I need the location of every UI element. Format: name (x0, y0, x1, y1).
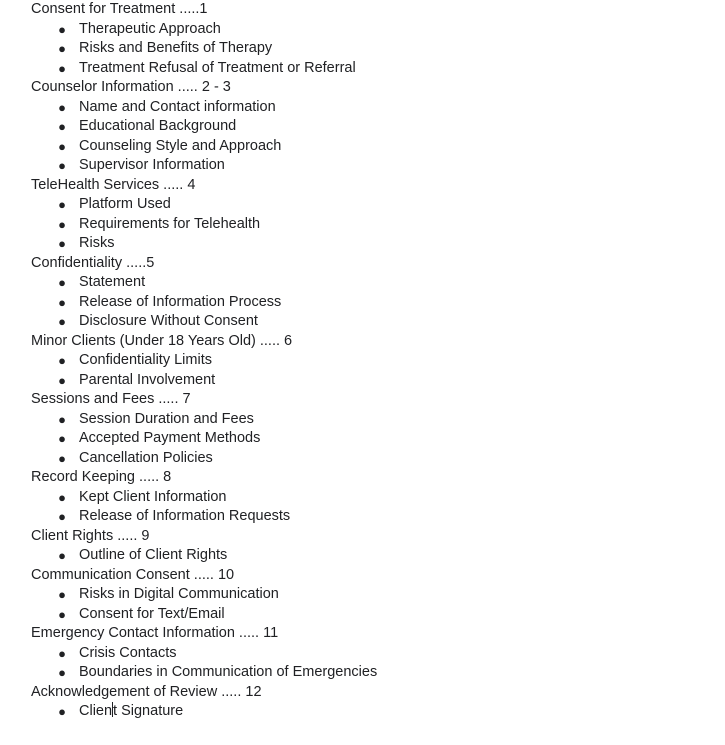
toc-subitem (31, 137, 711, 157)
toc-heading: Sessions and Fees ..... 7 (31, 391, 191, 407)
toc-subitem (31, 585, 711, 605)
bullet-icon: ● (58, 665, 66, 680)
toc-subitem (31, 507, 711, 527)
bullet-icon: ● (58, 645, 66, 661)
bullet-icon: ● (58, 60, 66, 76)
toc-subitem (31, 312, 711, 332)
bullet-icon: ● (58, 197, 66, 212)
document-body[interactable] (31, 0, 711, 722)
toc-subitem (31, 156, 711, 176)
toc-subitem (31, 663, 711, 683)
bullet-icon: ● (58, 294, 66, 310)
toc-subitem-label: Name and Contact information (79, 98, 276, 115)
toc-subitem (31, 351, 711, 371)
toc-subitem-label: Risks and Benefits of Therapy (79, 40, 273, 56)
bullet-icon: ● (58, 606, 66, 622)
bullet-icon: ● (58, 431, 66, 446)
toc-subitem (31, 20, 711, 40)
toc-subitem-label: Release of Information Process (79, 293, 282, 310)
bullet-icon: ● (58, 411, 66, 427)
toc-subitem (31, 195, 711, 215)
bullet-icon: ● (58, 509, 66, 524)
toc-subitem (31, 429, 711, 449)
toc-subitem (31, 644, 711, 664)
toc-heading: Record Keeping ..... 8 (31, 469, 172, 485)
toc-subitem (31, 605, 711, 625)
toc-subitem-label: Statement (79, 274, 146, 290)
bullet-icon: ● (58, 353, 66, 368)
bullet-icon: ● (58, 216, 66, 232)
toc-subitem (31, 410, 711, 430)
toc-heading: Consent for Treatment .....1 (31, 1, 208, 17)
toc-subitem-label: Accepted Payment Methods (79, 430, 261, 446)
toc-heading: Emergency Contact Information ..... 11 (31, 625, 279, 641)
toc-heading: Acknowledgement of Review ..... 12 (31, 683, 262, 700)
bullet-icon: ● (58, 41, 66, 56)
bullet-icon: ● (58, 450, 66, 466)
bullet-icon: ● (58, 99, 66, 115)
toc-subitem (31, 215, 711, 235)
bullet-icon: ● (58, 275, 66, 290)
toc-heading: Confidentiality .....5 (31, 254, 155, 271)
bullet-icon: ● (58, 587, 66, 602)
toc-subitem-label: Therapeutic Approach (79, 20, 221, 37)
toc-heading: Client Rights ..... 9 (31, 527, 150, 544)
toc-subitem (31, 371, 711, 391)
toc-subitem-label: Consent for Text/Email (79, 605, 225, 622)
toc-subitem (31, 117, 711, 137)
toc-subitem (31, 98, 711, 118)
toc-subitem-label: Treatment Refusal of Treatment or Referral (79, 59, 356, 76)
bullet-icon: ● (58, 372, 66, 388)
toc-subitem (31, 293, 711, 313)
toc-subitem-label: Platform Used (79, 196, 171, 212)
toc-subitem (31, 546, 711, 566)
toc-heading: TeleHealth Services ..... 4 (31, 176, 196, 193)
toc-subitem-label: Boundaries in Communication of Emergencies (79, 664, 378, 680)
toc-subitem (31, 273, 711, 293)
toc-subitem-label: Client Signature (79, 703, 184, 719)
toc-subitem-label: Supervisor Information (79, 157, 225, 173)
toc-heading: Minor Clients (Under 18 Years Old) ..... 6 (31, 332, 293, 349)
toc-heading: Communication Consent ..... 10 (31, 566, 235, 583)
toc-subitem-label: Crisis Contacts (79, 644, 177, 661)
toc-subitem (31, 59, 711, 79)
toc-subitem-label: Educational Background (79, 118, 237, 134)
bullet-icon: ● (58, 21, 66, 37)
toc-subitem-label: Requirements for Telehealth (79, 215, 261, 232)
toc-subitem (31, 39, 711, 59)
toc-subitem-label: Counseling Style and Approach (79, 137, 282, 154)
toc-subitem (31, 488, 711, 508)
toc-subitem-label: Risks in Digital Communication (79, 586, 279, 602)
toc-subitem (31, 449, 711, 469)
toc-subitem-label: Parental Involvement (79, 371, 216, 388)
toc-subitem-label: Release of Information Requests (79, 508, 291, 524)
bullet-icon: ● (58, 119, 66, 134)
toc-subitem-label: Risks (79, 235, 115, 251)
bullet-icon: ● (58, 704, 66, 719)
bullet-icon: ● (58, 158, 66, 173)
text-cursor (112, 702, 113, 717)
bullet-icon: ● (58, 489, 66, 505)
toc-subitem-label: Disclosure Without Consent (79, 313, 258, 329)
toc-heading: Counselor Information ..... 2 - 3 (31, 79, 231, 95)
toc-subitem (31, 702, 711, 722)
toc-subitem-label: Cancellation Policies (79, 449, 213, 466)
toc-subitem-label: Confidentiality Limits (79, 352, 212, 368)
bullet-icon: ● (58, 314, 66, 329)
toc-subitem-label: Session Duration and Fees (79, 410, 254, 427)
toc-subitem-label: Kept Client Information (79, 488, 227, 505)
bullet-icon: ● (58, 236, 66, 251)
bullet-icon: ● (58, 548, 66, 563)
bullet-icon: ● (58, 138, 66, 154)
toc-subitem (31, 234, 711, 254)
toc-subitem-label: Outline of Client Rights (79, 547, 228, 563)
